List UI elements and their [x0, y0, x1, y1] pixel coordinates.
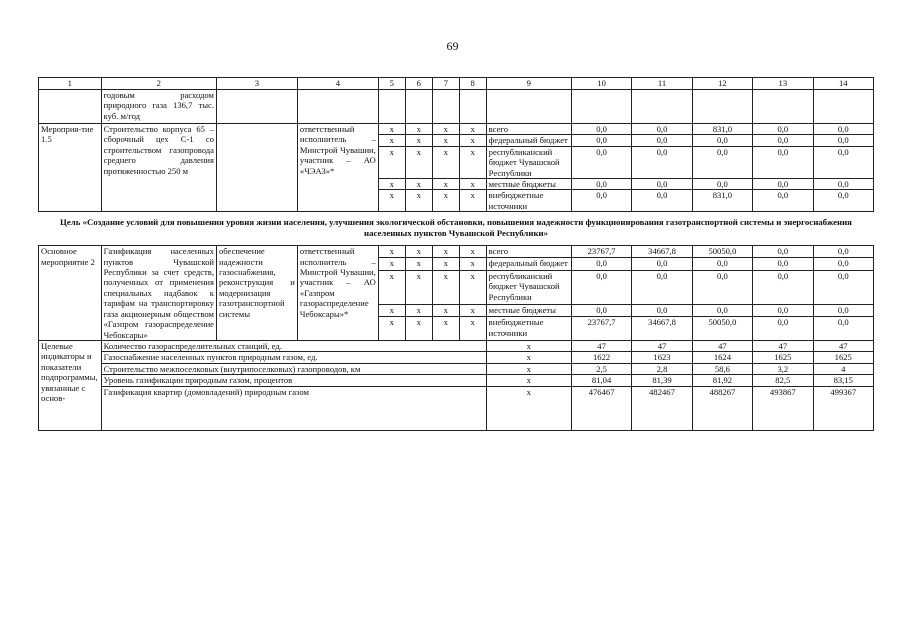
indicator-name: Количество газораспределительных станций, ед. — [101, 340, 486, 351]
value-cell: 0,0 — [753, 258, 813, 270]
value-cell: 0,0 — [692, 305, 752, 317]
code-cell: x — [405, 179, 432, 190]
value-cell: 0,0 — [813, 258, 873, 270]
indicator-name: Уровень газификации природным газом, процентов — [101, 375, 486, 386]
code-cell: x — [405, 258, 432, 270]
header-cell: 11 — [632, 78, 692, 90]
value-cell: 0,0 — [571, 258, 631, 270]
om2-description: Газификация населенных пунктов Чувашской Республики за счет средств, полученных от применения специальных надбавок к тарифам на транспортировку газа акционерным обществом «Газпром газораспределение Чебоксары» — [101, 246, 216, 341]
code-cell: x — [486, 386, 571, 430]
m15-executor: ответственный исполнитель – Минстрой Чувашии, участник – АО «ЧЭАЗ»* — [297, 124, 378, 212]
value-cell: 1622 — [571, 352, 631, 363]
header-cell: 12 — [692, 78, 752, 90]
value-cell: 0,0 — [692, 146, 752, 178]
funding-source: всего — [486, 246, 571, 258]
code-cell: x — [432, 246, 459, 258]
code-cell: x — [432, 124, 459, 135]
code-cell: x — [459, 146, 486, 178]
value-cell: 47 — [632, 340, 692, 351]
value-cell: 47 — [571, 340, 631, 351]
code-cell: x — [486, 375, 571, 386]
value-cell: 0,0 — [753, 179, 813, 190]
value-cell: 0,0 — [813, 246, 873, 258]
value-cell: 0,0 — [753, 317, 813, 340]
value-cell: 0,0 — [753, 246, 813, 258]
value-cell: 3,2 — [753, 363, 813, 374]
m15-purpose — [216, 124, 297, 212]
code-cell: x — [459, 190, 486, 212]
indicator-row — [39, 363, 874, 374]
code-cell: x — [378, 124, 405, 135]
code-cell: x — [432, 179, 459, 190]
om2-label: Основное мероприятие 2 — [39, 246, 102, 341]
value-cell: 23767,7 — [571, 246, 631, 258]
code-cell: x — [405, 246, 432, 258]
om2-executor: ответственный исполнитель – Минстрой Чувашии, участник – АО «Газпром газораспределение Чебоксары»* — [297, 246, 378, 341]
value-cell: 488267 — [692, 386, 752, 430]
value-cell: 1625 — [753, 352, 813, 363]
value-cell: 0,0 — [571, 135, 631, 146]
code-cell: x — [378, 258, 405, 270]
value-cell: 1624 — [692, 352, 752, 363]
value-cell: 831,0 — [692, 124, 752, 135]
value-cell: 0,0 — [753, 135, 813, 146]
m15-description: Строительство корпуса 65 – сборочный цех С-1 со строительством газопровода среднего давления протяженностью 250 м — [101, 124, 216, 212]
value-cell: 50050,0 — [692, 246, 752, 258]
indicator-name: Газификация квартир (домовладений) природным газом — [101, 386, 486, 430]
value-cell: 499367 — [813, 386, 873, 430]
value-cell: 831,0 — [692, 190, 752, 212]
header-cell: 6 — [405, 78, 432, 90]
value-cell: 0,0 — [753, 190, 813, 212]
value-cell: 83,15 — [813, 375, 873, 386]
funding-source: федеральный бюджет — [486, 135, 571, 146]
indicator-row — [39, 375, 874, 386]
header-cell: 9 — [486, 78, 571, 90]
code-cell: x — [378, 179, 405, 190]
om2-row-total — [39, 246, 874, 258]
value-cell: 47 — [692, 340, 752, 351]
code-cell: x — [486, 340, 571, 351]
value-cell: 0,0 — [753, 146, 813, 178]
value-cell: 0,0 — [632, 258, 692, 270]
value-cell: 1623 — [632, 352, 692, 363]
code-cell: x — [405, 146, 432, 178]
header-cell: 13 — [753, 78, 813, 90]
indicator-row — [39, 340, 874, 351]
code-cell: x — [486, 352, 571, 363]
value-cell: 0,0 — [692, 258, 752, 270]
value-cell: 81,39 — [632, 375, 692, 386]
value-cell: 0,0 — [632, 146, 692, 178]
code-cell: x — [432, 270, 459, 305]
value-cell: 34667,8 — [632, 246, 692, 258]
header-cell: 3 — [216, 78, 297, 90]
code-cell: x — [378, 246, 405, 258]
code-cell: x — [432, 135, 459, 146]
code-cell: x — [459, 179, 486, 190]
column-number-row — [39, 78, 874, 90]
header-cell: 1 — [39, 78, 102, 90]
code-cell: x — [459, 258, 486, 270]
code-cell: x — [405, 305, 432, 317]
code-cell: x — [459, 305, 486, 317]
value-cell: 81,92 — [692, 375, 752, 386]
funding-source: местные бюджеты — [486, 179, 571, 190]
value-cell: 0,0 — [692, 270, 752, 305]
code-cell: x — [432, 258, 459, 270]
header-cell: 7 — [432, 78, 459, 90]
code-cell: x — [405, 124, 432, 135]
code-cell: x — [432, 190, 459, 212]
code-cell: x — [486, 363, 571, 374]
code-cell: x — [432, 146, 459, 178]
header-cell: 5 — [378, 78, 405, 90]
header-cell: 8 — [459, 78, 486, 90]
value-cell: 482467 — [632, 386, 692, 430]
goal-row — [39, 212, 874, 246]
value-cell: 0,0 — [692, 135, 752, 146]
value-cell: 2,8 — [632, 363, 692, 374]
value-cell: 0,0 — [632, 305, 692, 317]
funding-source: федеральный бюджет — [486, 258, 571, 270]
value-cell: 0,0 — [753, 305, 813, 317]
value-cell: 0,0 — [571, 190, 631, 212]
code-cell: x — [459, 124, 486, 135]
header-cell: 14 — [813, 78, 873, 90]
value-cell: 0,0 — [813, 270, 873, 305]
value-cell: 23767,7 — [571, 317, 631, 340]
value-cell: 0,0 — [632, 179, 692, 190]
code-cell: x — [405, 317, 432, 340]
value-cell: 34667,8 — [632, 317, 692, 340]
indicator-name: Строительство межпоселковых (внутрипоселковых) газопроводов, км — [101, 363, 486, 374]
value-cell: 0,0 — [571, 305, 631, 317]
indicator-name: Газоснабжение населенных пунктов природным газом, ед. — [101, 352, 486, 363]
value-cell: 50050,0 — [692, 317, 752, 340]
value-cell: 0,0 — [813, 317, 873, 340]
funding-source: всего — [486, 124, 571, 135]
code-cell: x — [459, 317, 486, 340]
value-cell: 0,0 — [632, 135, 692, 146]
value-cell: 47 — [753, 340, 813, 351]
header-cell: 2 — [101, 78, 216, 90]
code-cell: x — [459, 135, 486, 146]
value-cell: 1625 — [813, 352, 873, 363]
value-cell: 4 — [813, 363, 873, 374]
value-cell: 0,0 — [632, 124, 692, 135]
value-cell: 0,0 — [571, 146, 631, 178]
program-table — [38, 77, 874, 431]
funding-source: внебюджетные источники — [486, 190, 571, 212]
header-cell: 4 — [297, 78, 378, 90]
value-cell: 0,0 — [813, 190, 873, 212]
code-cell: x — [378, 317, 405, 340]
code-cell: x — [405, 270, 432, 305]
funding-source: республиканский бюджет Чувашской Республики — [486, 146, 571, 178]
indicators-label: Целевые индикаторы и показатели подпрограммы, увязанные с основ- — [39, 340, 102, 430]
value-cell: 0,0 — [813, 124, 873, 135]
value-cell: 0,0 — [632, 190, 692, 212]
goal-text: Цель «Создание условий для повышения уровня жизни населения, улучшения экологической обстановки, повышения надежности функционирования газотранспортной системы и энергоснабжения населенных пунктов Чувашской Республики» — [39, 212, 874, 246]
code-cell: x — [459, 246, 486, 258]
value-cell: 81,04 — [571, 375, 631, 386]
value-cell: 0,0 — [571, 270, 631, 305]
page-number: 69 — [446, 39, 459, 53]
code-cell: x — [378, 270, 405, 305]
indicator-row — [39, 386, 874, 430]
value-cell: 0,0 — [571, 179, 631, 190]
funding-source: внебюджетные источники — [486, 317, 571, 340]
m15-row-total — [39, 124, 874, 135]
continuation-row — [39, 90, 874, 124]
indicator-row — [39, 352, 874, 363]
om2-purpose: обеспечение надежности газоснабжения, реконструкция и модернизация газотранспортной системы — [216, 246, 297, 341]
value-cell: 47 — [813, 340, 873, 351]
code-cell: x — [405, 135, 432, 146]
code-cell: x — [405, 190, 432, 212]
header-cell: 10 — [571, 78, 631, 90]
value-cell: 0,0 — [753, 124, 813, 135]
value-cell: 0,0 — [753, 270, 813, 305]
m15-label: Мероприя-тие 1.5 — [39, 124, 102, 212]
value-cell: 2,5 — [571, 363, 631, 374]
value-cell: 493867 — [753, 386, 813, 430]
value-cell: 0,0 — [571, 124, 631, 135]
value-cell: 0,0 — [813, 146, 873, 178]
value-cell: 0,0 — [692, 179, 752, 190]
code-cell: x — [378, 146, 405, 178]
continuation-text: годовым расходом природного газа 136,7 тыс. куб. м/год — [101, 90, 216, 124]
code-cell: x — [432, 305, 459, 317]
value-cell: 82,5 — [753, 375, 813, 386]
code-cell: x — [459, 270, 486, 305]
code-cell: x — [378, 135, 405, 146]
code-cell: x — [432, 317, 459, 340]
value-cell: 0,0 — [813, 135, 873, 146]
code-cell: x — [378, 190, 405, 212]
value-cell: 0,0 — [813, 305, 873, 317]
funding-source: местные бюджеты — [486, 305, 571, 317]
value-cell: 0,0 — [632, 270, 692, 305]
value-cell: 476467 — [571, 386, 631, 430]
value-cell: 58,6 — [692, 363, 752, 374]
funding-source: республиканский бюджет Чувашской Республики — [486, 270, 571, 305]
value-cell: 0,0 — [813, 179, 873, 190]
code-cell: x — [378, 305, 405, 317]
